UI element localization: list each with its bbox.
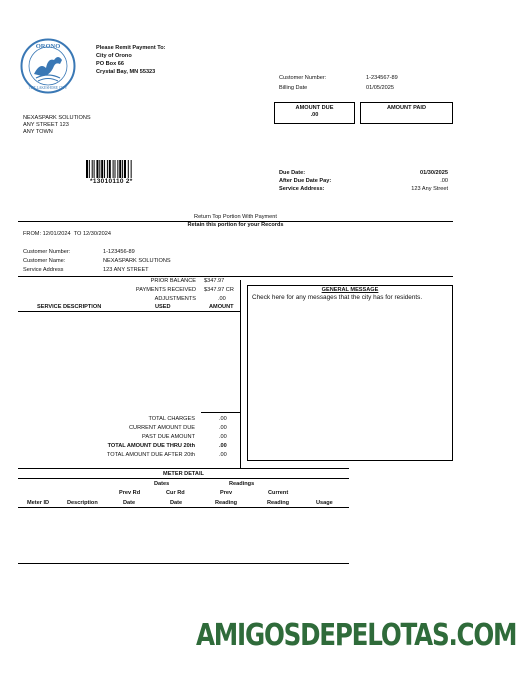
adjustments-value: .00	[218, 296, 226, 302]
cust-address-label: Service Address	[23, 267, 64, 273]
meter-col-cur-rd-date: Date	[170, 500, 183, 506]
remit-heading: Please Remit Payment To:	[96, 45, 166, 51]
remit-line-3: Crystal Bay, MN 55323	[96, 69, 156, 75]
total-due-thru-20th-label: TOTAL AMOUNT DUE THRU 20th	[107, 443, 195, 449]
amount-due-box	[274, 102, 355, 124]
amount-header: AMOUNT	[209, 304, 234, 310]
dates-group-header: Dates	[154, 481, 170, 487]
meter-col-usage: Usage	[316, 500, 333, 506]
from-label: FROM:	[23, 231, 42, 237]
meter-top-line	[18, 468, 349, 469]
remit-line-1: City of Orono	[96, 53, 132, 59]
section-divider	[18, 276, 453, 277]
service-address-label: Service Address:	[279, 186, 325, 192]
mailing-address-line-2: ANY STREET 123	[23, 122, 69, 128]
meter-col-prev-reading-top: Prev	[220, 490, 233, 496]
cust-name-label: Customer Name:	[23, 258, 66, 264]
barcode-text: *13010110 2*	[90, 178, 133, 185]
billing-date-value: 01/05/2025	[366, 85, 394, 91]
customer-number-label: Customer Number:	[279, 75, 327, 81]
readings-group-header: Readings	[229, 481, 255, 487]
amount-due-value: .00	[310, 111, 319, 118]
totals-top-line	[201, 412, 241, 413]
due-date-label: Due Date:	[279, 170, 306, 176]
cust-address-value: 123 ANY STREET	[103, 267, 149, 273]
barcode-bar	[131, 160, 132, 178]
mailing-address-line-3: ANY TOWN	[23, 129, 53, 135]
meter-col-current-reading: Reading	[267, 500, 290, 506]
current-amount-due-label: CURRENT AMOUNT DUE	[129, 425, 195, 431]
total-charges-label: TOTAL CHARGES	[148, 416, 195, 422]
after-due-label: After Due Date Pay:	[279, 178, 332, 184]
barcode	[86, 160, 146, 178]
barcode-bar	[94, 160, 95, 178]
barcode-bar	[115, 160, 116, 178]
payments-received-label: PAYMENTS RECEIVED	[135, 287, 196, 293]
service-header-line	[18, 311, 240, 312]
billing-date-label: Billing Date	[279, 85, 308, 91]
to-date: 12/30/2024	[82, 231, 111, 237]
meter-detail-title: METER DETAIL	[163, 471, 204, 477]
cust-number-value: 1-123456-89	[103, 249, 135, 255]
meter-header-line	[18, 507, 349, 508]
past-due-amount-value: .00	[219, 434, 227, 440]
cust-number-label: Customer Number:	[23, 249, 71, 255]
meter-col-description: Description	[67, 500, 98, 506]
barcode-bar	[119, 160, 121, 178]
total-due-after-20th-label: TOTAL AMOUNT DUE AFTER 20th	[106, 452, 195, 458]
return-notice: Return Top Portion With Payment	[194, 214, 277, 220]
amount-paid-label: AMOUNT PAID	[386, 105, 427, 111]
barcode-bar	[128, 160, 129, 178]
meter-bottom-line	[18, 563, 349, 564]
prior-balance-value: $347.97	[204, 278, 225, 284]
total-due-thru-20th-value: .00	[219, 443, 227, 449]
customer-number-value: 1-234567-89	[366, 75, 398, 81]
billing-period	[23, 231, 111, 238]
retain-notice: Retain this portion for your Records	[187, 222, 284, 228]
meter-col-prev-rd-date: Date	[123, 500, 136, 506]
barcode-bar	[122, 160, 123, 178]
barcode-bar	[107, 160, 108, 178]
amount-due-label: AMOUNT DUE	[295, 105, 334, 111]
barcode-bar	[89, 160, 90, 178]
from-date: 12/01/2024	[42, 231, 71, 237]
after-due-value: .00	[440, 178, 448, 184]
total-due-after-20th-value: .00	[219, 452, 227, 458]
general-message-title: GENERAL MESSAGE	[321, 287, 379, 293]
barcode-bar	[92, 160, 93, 178]
mailing-address-line-1: NEXASPARK SOLUTIONS	[23, 115, 91, 121]
barcode-bar	[113, 160, 114, 178]
adjustments-label: ADJUSTMENTS	[154, 296, 196, 302]
meter-col-prev-reading: Reading	[215, 500, 238, 506]
city-logo	[20, 38, 76, 94]
barcode-bar	[99, 160, 100, 178]
meter-title-line	[18, 478, 349, 479]
due-date-value: 01/30/2025	[420, 170, 448, 176]
barcode-bar	[96, 160, 98, 178]
service-address-value: 123 Any Street	[411, 186, 448, 192]
payments-received-value: $347.97 CR	[204, 287, 234, 293]
barcode-bar	[124, 160, 126, 178]
to-label: TO	[73, 231, 82, 237]
used-header: USED	[155, 304, 171, 310]
cust-name-value: NEXASPARK SOLUTIONS	[103, 258, 171, 264]
meter-col-current-reading-top: Current	[268, 490, 289, 496]
service-description-header: SERVICE DESCRIPTION	[37, 304, 102, 310]
remit-line-2: PO Box 66	[96, 61, 124, 67]
past-due-amount-label: PAST DUE AMOUNT	[142, 434, 195, 440]
total-charges-value: .00	[219, 416, 227, 422]
barcode-bar	[109, 160, 111, 178]
meter-col-meter-id: Meter ID	[27, 500, 50, 506]
barcode-bar	[117, 160, 118, 178]
barcode-bar	[86, 160, 88, 178]
logo-name: ORONO	[35, 43, 61, 50]
meter-col-prev-rd-top: Prev Rd	[119, 490, 141, 496]
current-amount-due-value: .00	[219, 425, 227, 431]
amount-column-divider	[240, 280, 241, 468]
amount-paid-box[interactable]	[360, 102, 453, 124]
logo-tagline: THE LAKESHORE CITY	[28, 86, 68, 90]
barcode-bar	[104, 160, 105, 178]
general-message-text: Check here for any messages that the city has for residents.	[252, 293, 423, 301]
general-message-box	[247, 285, 453, 461]
barcode-bar	[101, 160, 103, 178]
meter-col-cur-rd-top: Cur Rd	[166, 490, 185, 496]
prior-balance-label: PRIOR BALANCE	[150, 278, 196, 284]
watermark-text: AMIGOSDEPELOTAS.COM	[196, 618, 516, 653]
